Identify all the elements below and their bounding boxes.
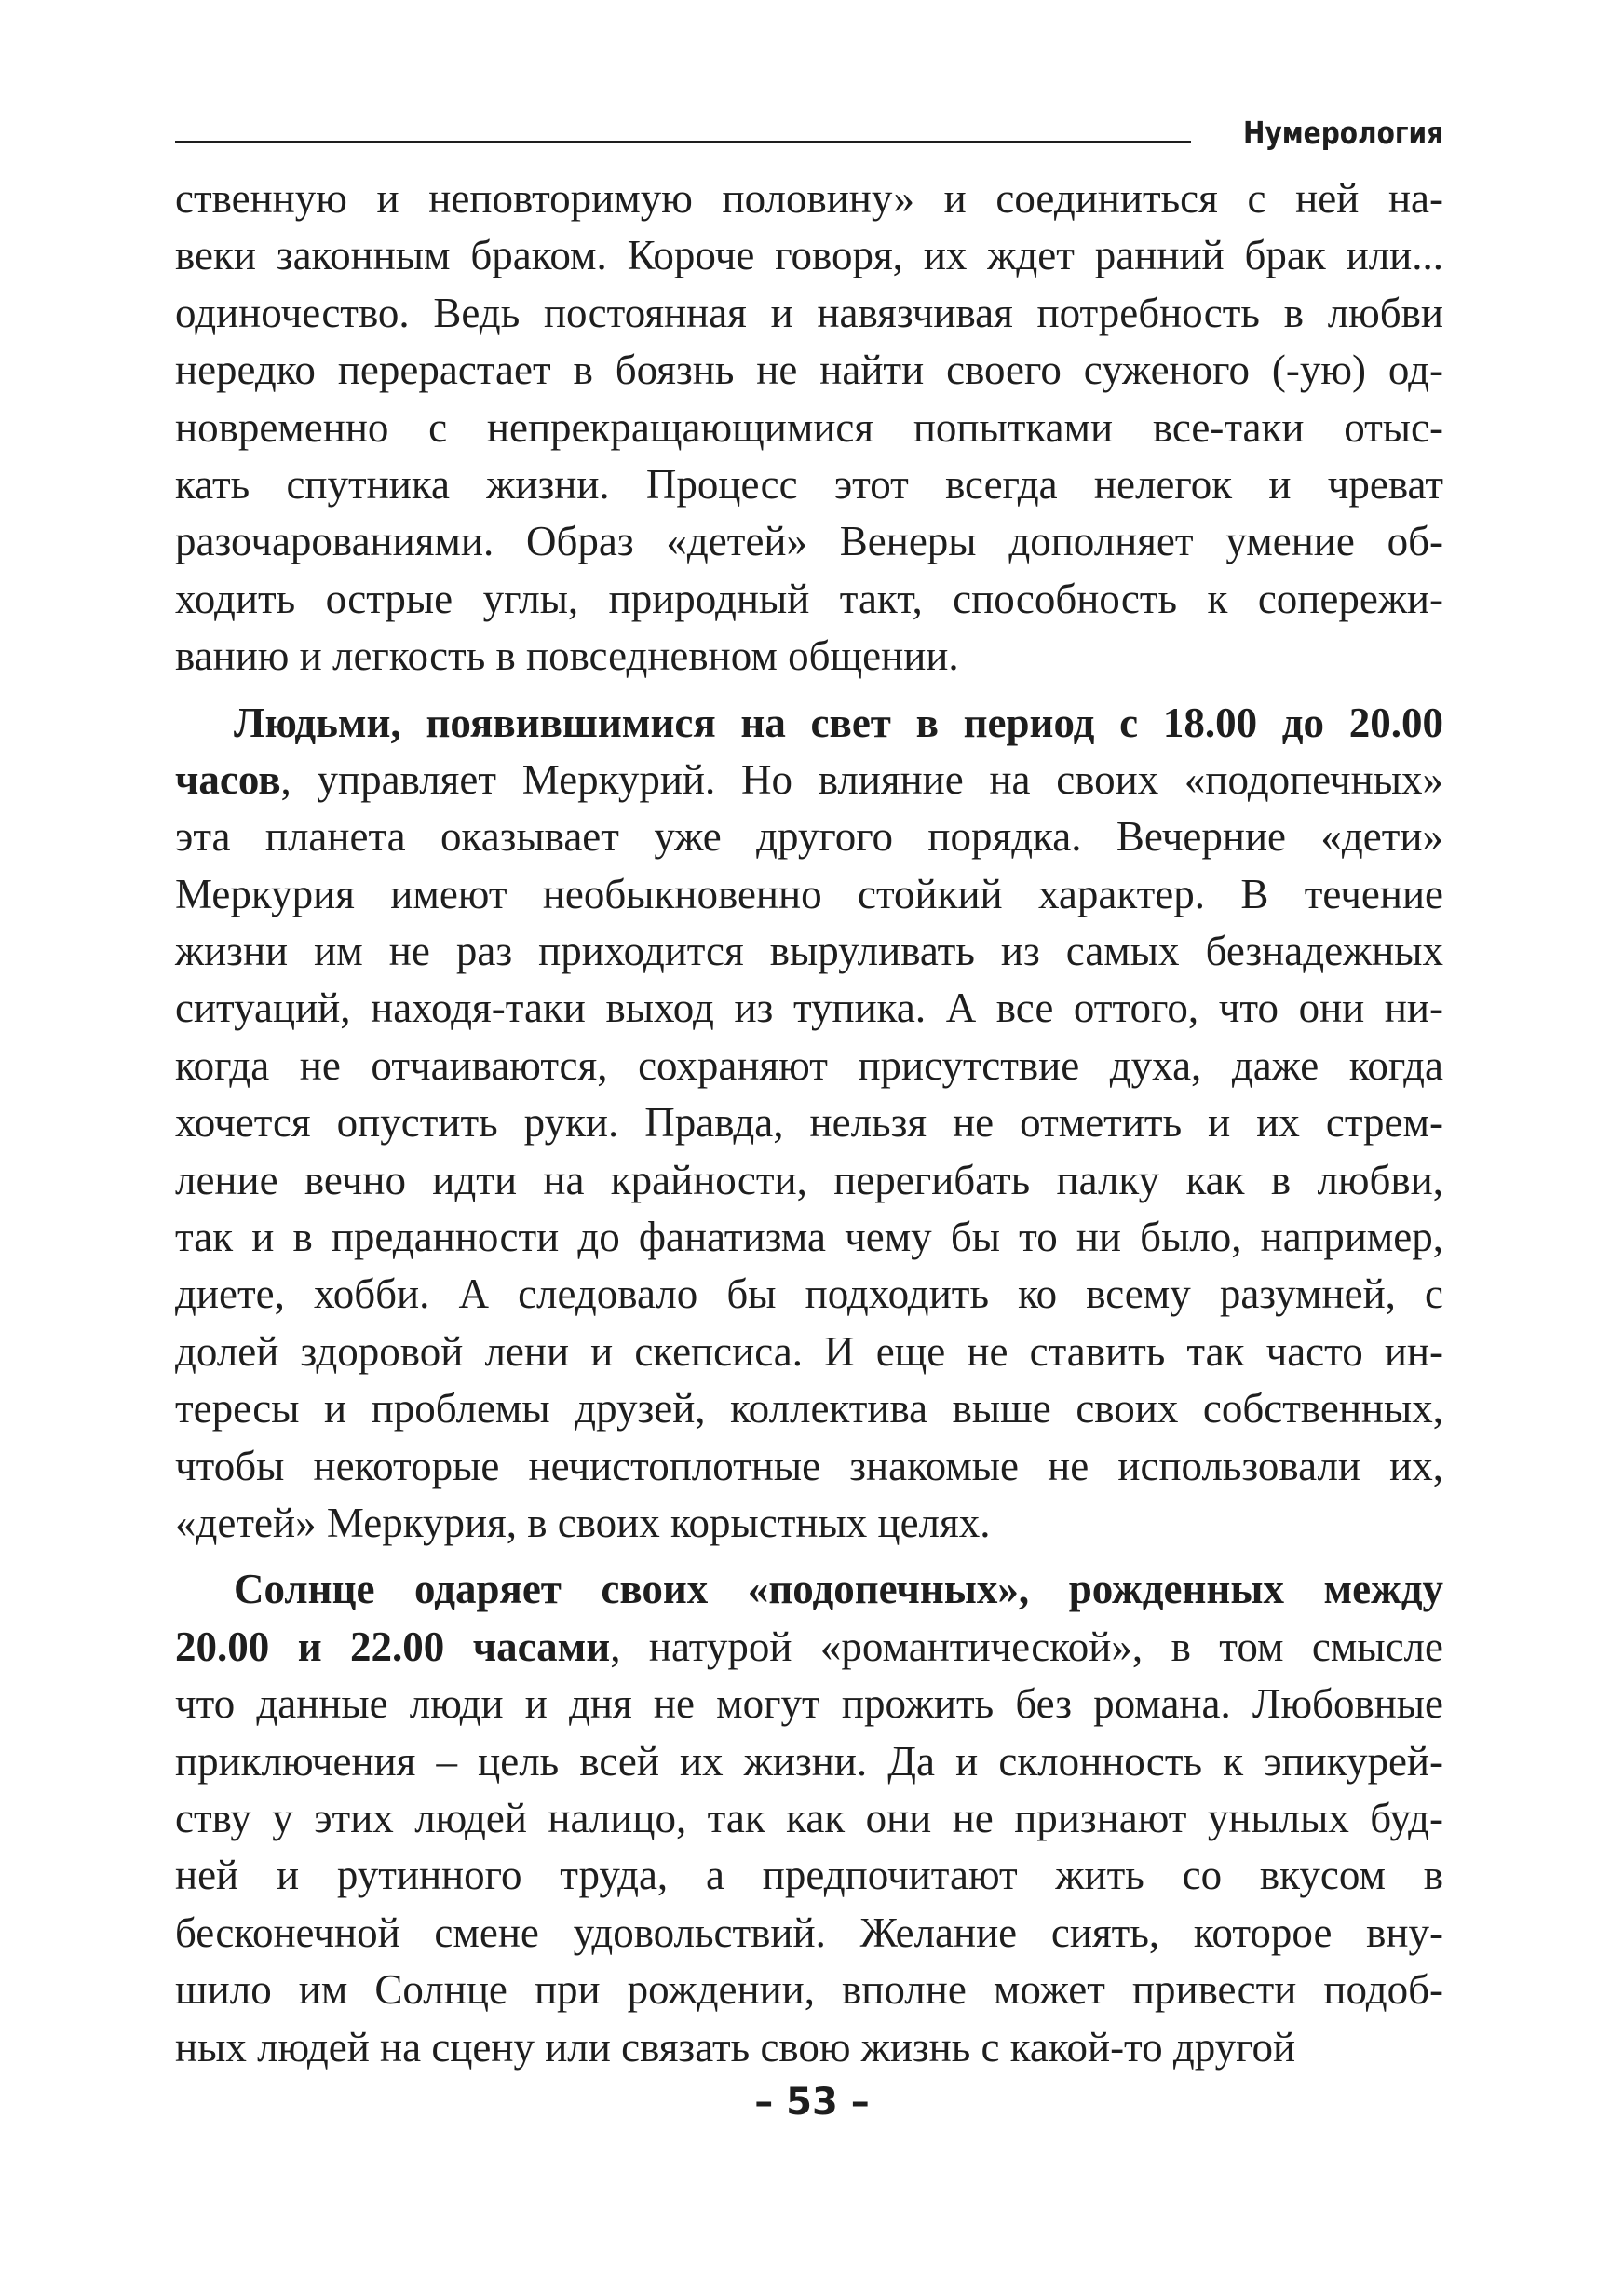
text-run: ней и рутинного труда, а предпочитают жить со вкусом в [175,1852,1443,1899]
text-run: эта планета оказывает уже другого порядка. Вечерние «дети» [175,813,1443,861]
text-line [175,1438,1443,1495]
header-title: Нумерология [1242,115,1443,151]
text-run: новременно с непрекращающимися попытками все-таки отыс- [175,403,1443,451]
bold-text: часов [175,755,281,803]
text-run: шило им Солнце при рождении, вполне может привести подоб- [175,1966,1443,2014]
text-run: приключения – цель всей их жизни. Да и склонность к эпикурей- [175,1737,1443,1785]
paragraph [175,695,1443,1553]
text-run: ситуаций, находя-таки выход из тупика. А все оттого, что они ни- [175,985,1443,1032]
text-line [175,1733,1443,1790]
text-run: чтобы некоторые нечистоплотные знакомые не использовали их, [175,1442,1443,1489]
text-run: тересы и проблемы друзей, коллектива выше своих собственных, [175,1385,1443,1433]
text-run: Меркурия имеют необыкновенно стойкий характер. В течение [175,870,1443,917]
text-run: когда не отчаиваются, сохраняют присутствие духа, даже когда [175,1041,1443,1089]
text-run: разочарованиями. Образ «детей» Венеры дополняет умение об- [175,518,1443,565]
text-run: кать спутника жизни. Процесс этот всегда нелегок и чреват [175,460,1443,508]
text-line [175,1266,1443,1323]
text-line [175,923,1443,980]
text-line [175,1561,1443,1618]
text-line [175,1847,1443,1904]
text-run: диете, хобби. А следовало бы подходить ко всему разумней, с [175,1270,1443,1318]
text-line [175,1495,1443,1552]
text-run: ление вечно идти на крайности, перегибать палку как в любви, [175,1156,1443,1203]
text-run: ственную и неповторимую половину» и соединиться с ней на- [175,175,1443,222]
text-run: ванию и легкость в повседневном общении. [175,632,959,680]
paragraph [175,170,1443,686]
text-line [175,1209,1443,1266]
bold-text: Солнце одаряет своих «подопечных», рожденных между [234,1566,1443,1613]
page-number: – 53 – [754,2081,870,2124]
text-line [175,285,1443,342]
text-line [175,1676,1443,1732]
text-line [175,2019,1443,2076]
text-run: «детей» Меркурия, в своих корыстных целях. [175,1499,991,1546]
text-run: бесконечной смене удовольствий. Желание сиять, которое вну- [175,1908,1443,1956]
text-line [175,1962,1443,2018]
text-line [175,1790,1443,1847]
text-line [175,170,1443,227]
bold-text: 20.00 и 22.00 часами [175,1623,611,1670]
text-run: ству у этих людей налицо, так как они не признают унылых буд- [175,1794,1443,1841]
text-run: долей здоровой лени и скепсиса. И еще не ставить так часто ин- [175,1327,1443,1375]
text-run: ных людей на сцену или связать свою жизнь с какой-то другой [175,2023,1296,2071]
text-run: так и в преданности до фанатизма чему бы то ни было, например, [175,1214,1443,1261]
text-run: веки законным браком. Короче говоря, их ждет ранний брак или... [175,232,1443,279]
text-line [175,1380,1443,1437]
text-run: хочется опустить руки. Правда, нельзя не отметить и их стрем- [175,1099,1443,1147]
header-rule [175,141,1191,143]
text-line [175,1619,1443,1676]
text-run: что данные люди и дня не могут прожить без романа. Любовные [175,1680,1443,1728]
text-line [175,227,1443,284]
paragraph [175,1561,1443,2076]
text-line [175,1905,1443,1962]
text-run: ходить острые углы, природный такт, способность к сопережи- [175,575,1443,622]
text-run: одиночество. Ведь постоянная и навязчивая потребность в любви [175,289,1443,336]
bold-text: Людьми, появившимися на свет в период с 18.00 до 20.00 [234,699,1443,746]
text-line [175,342,1443,399]
text-line [175,513,1443,570]
paragraph-gap [175,1552,1443,1561]
text-run: жизни им не раз приходится выруливать из самых безнадежных [175,928,1443,975]
text-line [175,1094,1443,1151]
text-line [175,571,1443,628]
text-run: нередко перерастает в боязнь не найти своего суженого (-ую) од- [175,346,1443,394]
text-line [175,1324,1443,1380]
body-text [175,170,1443,2076]
text-run: , натурой «романтической», в том смысле [610,1623,1443,1670]
text-line [175,808,1443,865]
text-line [175,752,1443,808]
text-line [175,980,1443,1037]
text-line [175,1038,1443,1094]
text-line [175,695,1443,752]
text-line [175,456,1443,513]
running-header [175,112,1443,149]
text-line [175,628,1443,685]
paragraph-gap [175,686,1443,695]
text-line [175,1152,1443,1209]
text-line [175,400,1443,456]
text-run: , управляет Меркурий. Но влияние на своих «подопечных» [280,755,1443,803]
text-line [175,866,1443,923]
